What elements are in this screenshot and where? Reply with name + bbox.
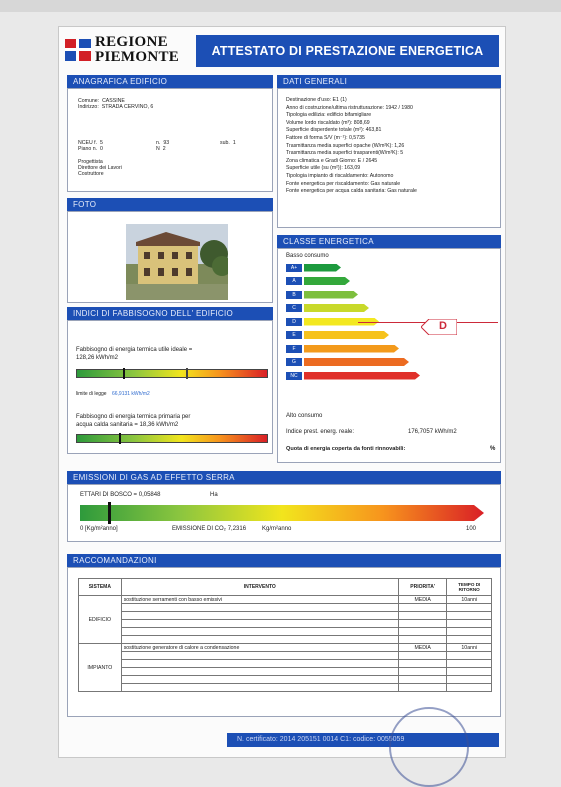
table-row [79, 636, 492, 644]
limite-value: 66,9131 kWh/m2 [111, 391, 150, 397]
edificio-tempo: 10anni [447, 596, 492, 604]
table-row [79, 596, 492, 604]
sub-value: 1 [232, 140, 236, 146]
class-arrow [304, 304, 369, 312]
col-sistema: SISTEMA [79, 579, 122, 596]
section-dati-generali: DATI GENERALI [277, 75, 501, 88]
class-row-f [286, 344, 399, 353]
alto-consumo-label: Alto consumo [286, 413, 323, 419]
section-emissioni: EMISSIONI DI GAS AD EFFETTO SERRA [67, 471, 501, 484]
ettari-label: ETTARI DI BOSCO = 0,05848 [80, 492, 161, 498]
comune-label: Comune: [78, 98, 100, 104]
sub-label: sub. [220, 140, 230, 146]
class-arrow [304, 345, 399, 353]
class-tag: D [286, 318, 302, 326]
dati-row: Volume lordo riscaldato (m³): 808,69 [286, 119, 370, 126]
impianto-priorita: MEDIA [398, 644, 447, 652]
building-image [126, 224, 228, 300]
fabbisogno-acs-bar [76, 434, 268, 443]
dati-generali-box [277, 88, 501, 228]
result-class-badge [421, 319, 457, 335]
dati-row: Fonte energetica per acqua calda sanitaria: Gas naturale [286, 188, 417, 195]
class-tag: B [286, 291, 302, 299]
class-row-b [286, 290, 358, 299]
raccomandazioni-box [67, 567, 501, 717]
dati-row: Tipologia impianto di riscaldamento: Autonomo [286, 173, 394, 179]
indirizzo-label: Indirizzo: [78, 104, 99, 110]
table-row [79, 628, 492, 636]
scale-max-label: 100 [466, 526, 477, 532]
class-tag: A [286, 277, 302, 285]
top-band [0, 0, 561, 12]
table-row [79, 668, 492, 676]
progettista-label: Progettista [78, 159, 103, 165]
class-arrow [304, 331, 389, 339]
table-row [79, 644, 492, 652]
recommendations-table [78, 578, 492, 692]
dati-row: Destinazione d'uso: E1 (1) [286, 97, 347, 103]
energy-certificate-document [58, 26, 506, 758]
table-row [79, 620, 492, 628]
edificio-label: EDIFICIO [79, 596, 122, 644]
dati-row: Trasmittanza media superfici trasparenti(W/m²K): 5 [286, 150, 404, 157]
limite-marker [186, 368, 188, 379]
scale-min-label: 0 [Kg/m²anno] [80, 526, 118, 532]
class-tag: F [286, 345, 302, 353]
edificio-priorita: MEDIA [398, 596, 447, 604]
class-tag: A+ [286, 264, 302, 272]
impianto-label: IMPIANTO [79, 644, 122, 692]
fabbisogno-utile-line1: Fabbisogno di energia termica utile ideale = [76, 347, 193, 353]
n2-label: N [156, 146, 160, 152]
classe-box [277, 248, 501, 463]
dati-row: Zona climatica e Gradi Giorno: E / 2645 [286, 157, 378, 164]
col-priorita: PRIORITA' [398, 579, 447, 596]
certificate-footer: N. certificato: 2014 205151 0014 C1: codice: 0055059 [227, 733, 499, 747]
indice-value: 176,7057 kWh/m2 [408, 429, 457, 435]
class-row-g [286, 358, 409, 367]
class-arrow [304, 264, 341, 272]
foto-box [67, 211, 273, 303]
fabbisogno-utile-line2: 128,26 kWh/m2 [76, 355, 119, 361]
class-tag: E [286, 331, 302, 339]
emissione-unit: Kg/m²anno [262, 526, 292, 532]
section-classe: CLASSE ENERGETICA [277, 235, 501, 248]
fabbisogno-acs-marker [119, 433, 121, 444]
dati-row: Superficie disperdente totale (m²): 463,81 [286, 127, 382, 134]
dati-row: Superficie utile (su (m²)): 163,09 [286, 165, 361, 172]
fabbisogno-utile-bar [76, 369, 268, 378]
section-foto: FOTO [67, 198, 273, 211]
section-anagrafica: ANAGRAFICA EDIFICIO [67, 75, 273, 88]
table-row [79, 604, 492, 612]
n-value: 93 [163, 140, 170, 146]
dati-row: Trasmittanza media superfici opache (W/m²K): 1,26 [286, 142, 405, 149]
basso-consumo-label: Basso consumo [286, 253, 329, 259]
emissione-value: 7,2316 [227, 526, 247, 532]
dati-row: Fattore di forma S/V (m⁻¹): 0,5735 [286, 135, 365, 141]
fabbisogno-acs-line1: Fabbisogno di energia termica primaria per [76, 414, 191, 420]
class-row-c [286, 304, 369, 313]
class-arrow [304, 372, 420, 380]
logo-line1: REGIONE [95, 34, 168, 50]
logo-line2: PIEMONTE [95, 49, 180, 65]
class-arrow [304, 291, 358, 299]
n2-value: 2 [162, 146, 166, 152]
emissioni-marker [108, 502, 111, 524]
dati-row: Tipologia edilizia: edificio bifamigliare [286, 112, 372, 119]
regione-piemonte-logo [65, 33, 193, 69]
indici-box [67, 320, 273, 454]
ncsu-value: 5 [100, 140, 103, 146]
emissioni-bar [80, 505, 484, 521]
indice-label: Indice prest. energ. reale: [286, 429, 355, 435]
emissione-label: EMISSIONE DI CO₂ [172, 526, 227, 532]
limite-label: limite di legge [76, 391, 107, 397]
fabbisogno-acs-line2: acqua calda sanitaria = 18,36 kWh/m2 [76, 422, 179, 428]
class-row-a [286, 277, 350, 286]
anagrafica-box [67, 88, 273, 192]
section-raccomandazioni: RACCOMANDAZIONI [67, 554, 501, 567]
fabbisogno-utile-marker [123, 368, 125, 379]
ettari-unit: Ha [210, 492, 218, 498]
class-row-aplus [286, 263, 341, 272]
comune-value: CASSINE [102, 98, 125, 104]
class-row-e [286, 331, 389, 340]
class-tag: NC [286, 372, 302, 380]
edificio-intervento: sostituzione serramenti con basso emissivi [121, 596, 398, 604]
flag-icon [65, 39, 91, 61]
indirizzo-value: STRADA CERVINO, 6 [101, 104, 154, 110]
piano-value: 0 [100, 146, 103, 152]
table-row [79, 684, 492, 692]
class-arrow [304, 277, 350, 285]
class-arrow [304, 358, 409, 366]
piano-label: Piano n. [78, 146, 98, 152]
costruttore-label: Costruttore [78, 171, 104, 177]
section-indici: INDICI DI FABBISOGNO DELL' EDIFICIO [67, 307, 273, 320]
class-tag: G [286, 358, 302, 366]
col-tempo: TEMPO DI RITORNO [447, 579, 492, 596]
impianto-tempo: 10anni [447, 644, 492, 652]
col-intervento: INTERVENTO [121, 579, 398, 596]
n-label: n. [156, 140, 161, 146]
class-row-nc [286, 371, 420, 380]
building-photo [126, 224, 228, 300]
table-row [79, 660, 492, 668]
dati-row: Fonte energetica per riscaldamento: Gas naturale [286, 180, 401, 187]
impianto-intervento: sostituzione generatore di calore a condensazione [121, 644, 398, 652]
official-stamp [389, 707, 469, 787]
table-row [79, 676, 492, 684]
table-row [79, 652, 492, 660]
direttore-label: Direttore dei Lavori [78, 165, 122, 171]
quota-unit: % [490, 446, 496, 452]
table-row [79, 612, 492, 620]
ncsu-label: NCEU f. [78, 140, 98, 146]
document-title: ATTESTATO DI PRESTAZIONE ENERGETICA [196, 35, 499, 67]
emissioni-box [67, 484, 501, 542]
result-class-letter: D [439, 320, 447, 332]
quota-rinnovabili-label: Quota di energia coperta da fonti rinnovabili: [286, 446, 406, 452]
class-tag: C [286, 304, 302, 312]
dati-row: Anno di costruzione/ultima ristrutturazione: 1942 / 1980 [286, 104, 413, 111]
